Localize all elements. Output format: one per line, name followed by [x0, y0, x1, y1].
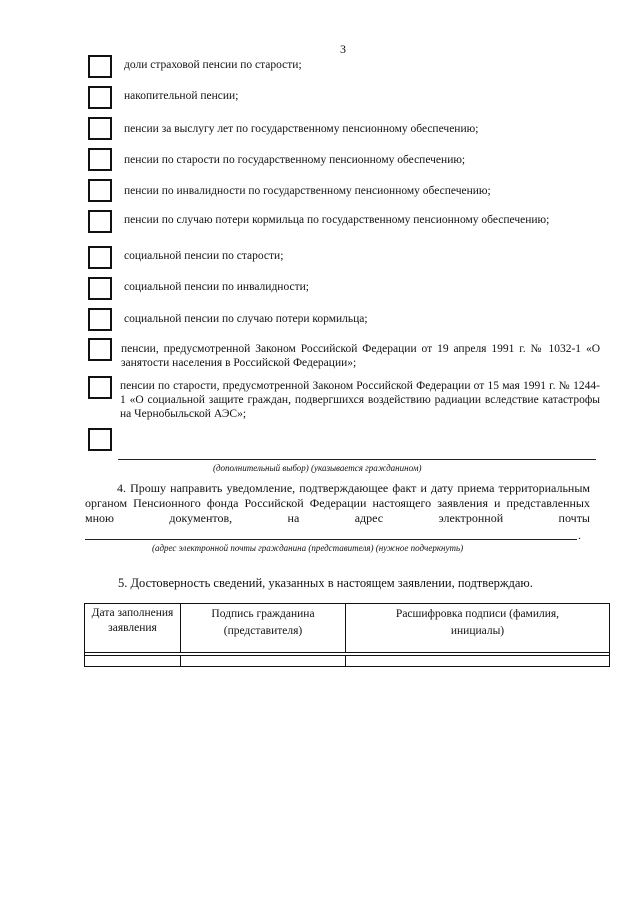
option-label: пенсии по инвалидности по государственному пенсионному обеспечению;: [124, 185, 491, 197]
option-label: доли страховой пенсии по старости;: [124, 59, 302, 71]
checkbox[interactable]: [88, 55, 112, 78]
checkbox[interactable]: [88, 428, 112, 451]
option-label: пенсии по случаю потери кормильца по государственному пенсионному обеспечению;: [124, 214, 550, 226]
email-caption: (адрес электронной почты гражданина (представителя) (нужное подчеркнуть): [152, 543, 464, 553]
additional-choice-line[interactable]: [118, 459, 596, 460]
header-date: Дата заполнения заявления: [85, 604, 181, 652]
page-number: 3: [340, 42, 346, 56]
option-label: социальной пенсии по старости;: [124, 250, 284, 262]
option-label: пенсии по старости по государственному пенсионному обеспечению;: [124, 154, 466, 166]
option-label: социальной пенсии по случаю потери кормильца;: [124, 313, 368, 325]
checkbox[interactable]: [88, 210, 112, 233]
section-4-text: 4. Прошу направить уведомление, подтверждающее факт и дату приема территориальным органом Пенсионного фонда Российской Федерации настоящего заявления и представленных мною документов, на адрес электронной почты: [85, 481, 590, 525]
header-signature: Подпись гражданина (представителя): [181, 604, 346, 652]
email-input-line[interactable]: [85, 539, 577, 540]
checkbox[interactable]: [88, 148, 112, 171]
date-cell[interactable]: [85, 655, 181, 667]
checkbox[interactable]: [88, 277, 112, 300]
option-label: социальной пенсии по инвалидности;: [124, 281, 309, 293]
option-label: пенсии, предусмотренной Законом Российской Федерации от 19 апреля 1991 г. № 1032-1 «О занятости населения в Российской Федерации»;: [121, 343, 600, 369]
signature-table: [84, 603, 610, 667]
option-label: накопительной пенсии;: [124, 90, 239, 102]
option-label: пенсии по старости, предусмотренной Законом Российской Федерации от 15 мая 1991 г. № 1244-1 «О социальной защите граждан, подвергшихся воздействию радиации вследствие катастрофы на Чернобыльской АЭС»;: [120, 380, 600, 420]
header-signature-decoding: Расшифровка подписи (фамилия, инициалы): [395, 608, 560, 637]
option-label: пенсии за выслугу лет по государственному пенсионному обеспечению;: [124, 123, 479, 135]
section-5-text: 5. Достоверность сведений, указанных в настоящем заявлении, подтверждаю.: [118, 576, 533, 590]
checkbox[interactable]: [88, 308, 112, 331]
checkbox[interactable]: [88, 117, 112, 140]
checkbox[interactable]: [88, 376, 112, 399]
decoding-cell[interactable]: [346, 655, 609, 667]
checkbox[interactable]: [88, 86, 112, 109]
table-header-divider: [85, 652, 609, 653]
checkbox[interactable]: [88, 179, 112, 202]
additional-choice-caption: (дополнительный выбор) (указывается гражданином): [213, 463, 422, 473]
checkbox[interactable]: [88, 338, 112, 361]
email-line-end: .: [578, 528, 581, 542]
checkbox[interactable]: [88, 246, 112, 269]
signature-cell[interactable]: [181, 655, 346, 667]
